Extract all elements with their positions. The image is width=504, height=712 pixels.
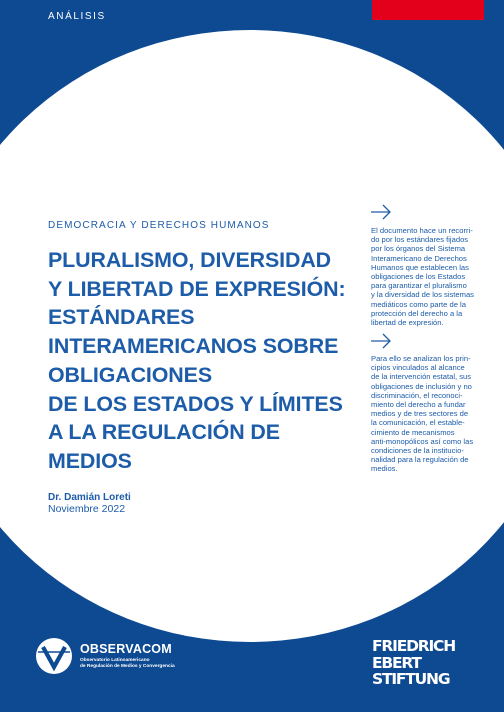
summary-line: El documento hace un recorri- [371, 226, 473, 235]
arrow-right-icon [370, 333, 392, 349]
summary-line: anti-monopólicos así como las [371, 436, 474, 446]
fes-logo-line: EBERT [372, 653, 421, 672]
observacom-name: OBSERVACOM [80, 642, 172, 656]
observacom-logo [34, 636, 175, 676]
title-line: A LA REGULACIÓN DE [48, 420, 280, 445]
summary-line: libertad de expresión. [371, 318, 444, 328]
summary-line: Para ello se analizan los prin- [371, 354, 471, 363]
summary-line: medios. [371, 464, 398, 474]
section-label: ANÁLISIS [48, 11, 106, 22]
title-line: Y LIBERTAD DE EXPRESIÓN: [48, 276, 346, 301]
series-kicker: DEMOCRACIA Y DERECHOS HUMANOS [48, 220, 270, 231]
title-line: DE LOS ESTADOS Y LÍMITES [48, 391, 343, 416]
summary-paragraph-2 [371, 354, 489, 474]
summary-line: de la intervención estatal, sus [371, 372, 472, 382]
summary-line: mediáticos como parte de la [371, 299, 466, 309]
summary-line: y la diversidad de los sistemas [371, 290, 474, 300]
summary-line: Humanos que establecen las [371, 262, 469, 272]
summary-line: cimiento de mecanismos [371, 427, 455, 437]
title-line: ESTÁNDARES [48, 305, 195, 330]
red-accent-bar [372, 0, 484, 20]
document-title [48, 246, 348, 476]
summary-line: obligaciones de los Estados [371, 272, 466, 282]
author-name: Dr. Damián Loreti [48, 492, 131, 503]
fes-logo-line: STIFTUNG [372, 670, 450, 688]
summary-line: Interamericano de Derechos [371, 253, 467, 263]
summary-line: miento del derecho a fundar [371, 400, 466, 410]
observacom-v-icon [34, 636, 74, 676]
summary-paragraph-1 [371, 226, 489, 327]
title-line: MEDIOS [48, 448, 132, 473]
summary-line: medios y de tres sectores de [371, 409, 469, 419]
observacom-subtitle-line: de Regulación de Medios y Convergencia [80, 664, 175, 669]
summary-line: protección del derecho a la [371, 308, 463, 318]
summary-line: do por los estándares fijados [371, 235, 469, 245]
summary-line: nalidad para la regulación de [371, 455, 469, 465]
summary-line: para garantizar el pluralismo [371, 281, 467, 291]
summary-line: por los órganos del Sistema [371, 244, 466, 254]
title-line: OBLIGACIONES [48, 362, 212, 387]
title-line: INTERAMERICANOS SOBRE [48, 334, 339, 359]
fes-logo-line: FRIEDRICH [372, 637, 455, 655]
summary-line: cipios vinculados al alcance [371, 363, 465, 373]
friedrich-ebert-stiftung-logo [372, 638, 472, 690]
summary-line: la comunicación, el estable- [371, 418, 465, 428]
summary-line: condiciones de la institucio- [371, 446, 464, 456]
observacom-subtitle-line: Observatorio Latinoamericano [80, 658, 150, 663]
publication-date: Noviembre 2022 [48, 503, 126, 515]
arrow-right-icon [370, 204, 392, 220]
observacom-subtitle [80, 658, 175, 670]
title-line: PLURALISMO, DIVERSIDAD [48, 248, 332, 272]
summary-line: obligaciones de inclusión y no [371, 381, 472, 391]
summary-line: discriminación, el reconoci- [371, 390, 463, 400]
